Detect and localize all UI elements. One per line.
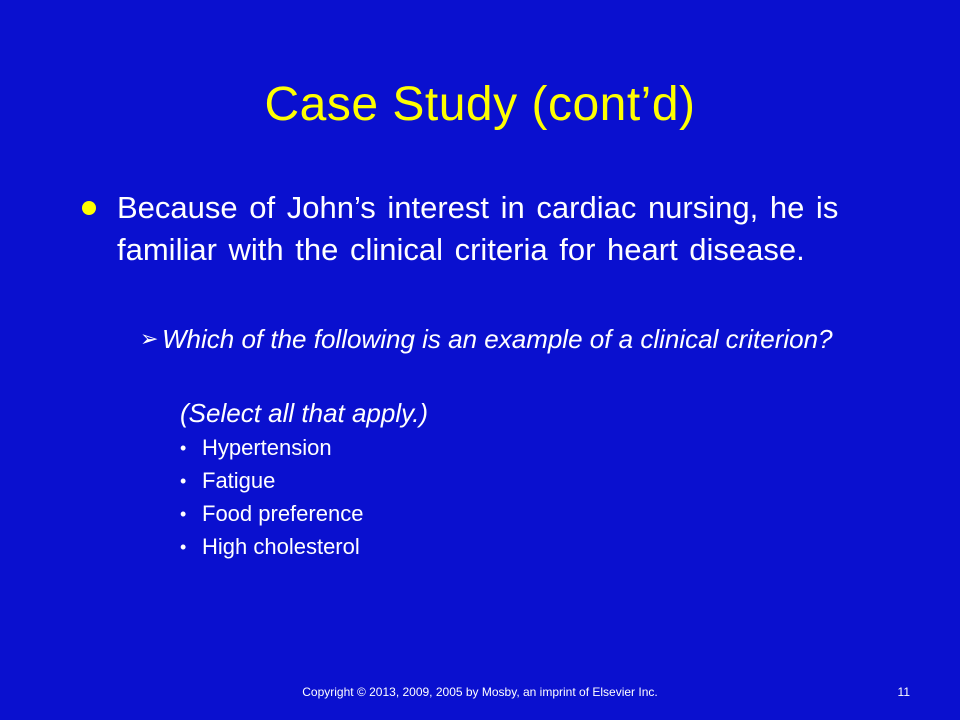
option-label: Food preference [202, 501, 364, 526]
option-item [180, 433, 332, 463]
copyright-footer: Copyright © 2013, 2009, 2005 by Mosby, an imprint of Elsevier Inc. [302, 685, 658, 699]
slide-title: Case Study (cont’d) [264, 78, 696, 131]
option-label: High cholesterol [202, 534, 360, 559]
dot-bullet-icon: • [180, 438, 187, 458]
dot-bullet-icon: • [180, 471, 187, 491]
page-number: 11 [897, 685, 910, 699]
arrow-bullet-icon: ➢ [140, 326, 159, 351]
option-label: Fatigue [202, 468, 276, 493]
round-bullet-icon [82, 201, 96, 215]
option-item [180, 466, 275, 496]
main-bullet-text: Because of John’s interest in cardiac nursing, he is familiar with the clinical criteria for heart disease. [117, 190, 839, 267]
select-instruction: (Select all that apply.) [180, 398, 429, 428]
dot-bullet-icon: • [180, 537, 187, 557]
option-item [180, 532, 360, 562]
option-label: Hypertension [202, 435, 332, 460]
dot-bullet-icon: • [180, 504, 187, 524]
question-text: Which of the following is an example of a clinical criterion? [162, 324, 833, 354]
option-item [180, 499, 363, 529]
